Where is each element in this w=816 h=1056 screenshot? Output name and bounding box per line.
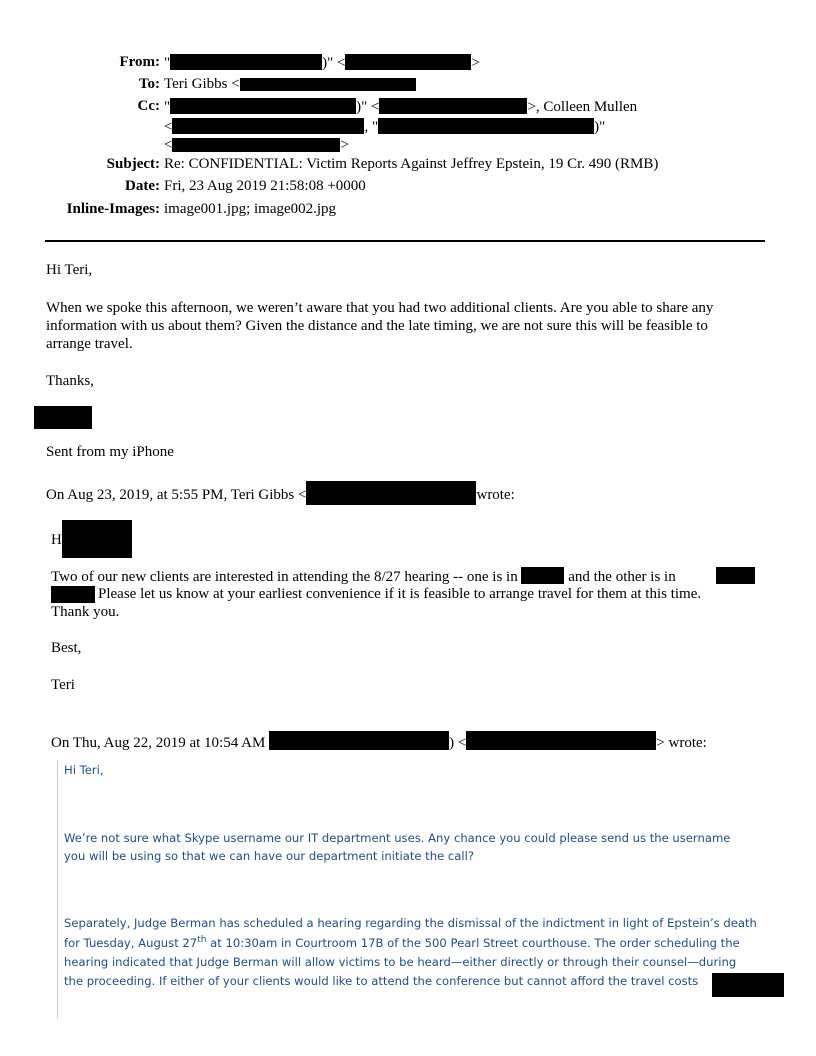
redaction-box (716, 567, 755, 584)
quoted-line: you will be using so that we can have our department initiate the call? (64, 849, 474, 863)
reply-greeting: H (51, 532, 62, 548)
reply-signature: Teri (51, 677, 75, 693)
redaction-box (51, 586, 95, 603)
quote-intro: On Thu, Aug 22, 2019 at 10:54 AM ) < > wrote: (51, 731, 707, 752)
reply-intro: On Aug 23, 2019, at 5:55 PM, Teri Gibbs < wrote: (46, 481, 515, 505)
quoted-line: hearing indicated that Judge Berman will allow victims to be heard—either directly or through their counsel—during (64, 955, 737, 969)
cc-value: " )" < >, Colleen Mullen (164, 99, 638, 115)
redaction-box (466, 731, 656, 750)
date-value: Fri, 23 Aug 2019 21:58:08 +0000 (164, 178, 366, 194)
from-value: " )" < > (164, 55, 480, 71)
thanks: Thanks, (46, 373, 94, 389)
redaction-box (712, 973, 784, 997)
redaction-box (379, 98, 527, 114)
inline-images-label: Inline-Images: (66, 201, 160, 217)
quoted-line: the proceeding. If either of your clients would like to attend the conference but cannot afford the travel costs (64, 974, 699, 988)
redaction-box (170, 54, 322, 70)
subject-label: Subject: (106, 156, 160, 172)
reply-line: Thank you. (51, 604, 120, 620)
body-line: When we spoke this afternoon, we weren’t aware that you had two additional clients. Are you able to share any (46, 300, 714, 316)
inline-images-row (0, 201, 816, 221)
reply-best: Best, (51, 640, 82, 656)
quoted-line: Separately, Judge Berman has scheduled a hearing regarding the dismissal of the indictment in light of Epstein’s death (64, 916, 757, 930)
cc-label: Cc: (137, 98, 160, 114)
from-row (0, 54, 816, 74)
date-label: Date: (125, 178, 160, 194)
redaction-box (345, 54, 471, 70)
redaction-box (62, 520, 132, 558)
subject-value: Re: CONFIDENTIAL: Victim Reports Against Jeffrey Epstein, 19 Cr. 490 (RMB) (164, 156, 659, 172)
redaction-box (521, 567, 564, 584)
body-line: information with us about them? Given the distance and the late timing, we are not sure this will be feasible to (46, 318, 708, 334)
quoted-greeting: Hi Teri, (64, 763, 104, 777)
to-label: To: (138, 76, 160, 92)
redaction-box (269, 731, 449, 750)
redaction-box (240, 78, 416, 91)
to-row (0, 76, 816, 96)
cc-row (0, 98, 816, 118)
redaction-box (378, 118, 594, 134)
quote-bar (57, 760, 58, 1018)
cc-row-2: < , " )" (164, 119, 606, 135)
from-label: From: (119, 54, 160, 70)
redaction-box (306, 481, 476, 505)
quoted-line: for Tuesday, August 27th at 10:30am in Courtroom 17B of the 500 Pearl Street courthouse. The order scheduling the (64, 935, 740, 950)
reply-line: Please let us know at your earliest convenience if it is feasible to arrange travel for them at this time. (98, 586, 702, 602)
signature-redaction (34, 406, 92, 429)
redaction-box (172, 138, 340, 152)
subject-row (0, 156, 816, 176)
sent-from: Sent from my iPhone (46, 444, 174, 460)
redaction-box (172, 118, 364, 134)
header-divider (45, 240, 765, 242)
inline-images-value: image001.jpg; image002.jpg (164, 201, 337, 217)
date-row (0, 178, 816, 198)
reply-line: Two of our new clients are interested in attending the 8/27 hearing -- one is in and the other is in (51, 569, 676, 585)
body-line: arrange travel. (46, 336, 133, 352)
to-value: Teri Gibbs < (164, 76, 416, 93)
cc-row-3: < > (164, 137, 349, 153)
redaction-box (170, 98, 356, 114)
quoted-line: We’re not sure what Skype username our IT department uses. Any chance you could please send us the username (64, 831, 731, 845)
greeting: Hi Teri, (46, 262, 93, 278)
